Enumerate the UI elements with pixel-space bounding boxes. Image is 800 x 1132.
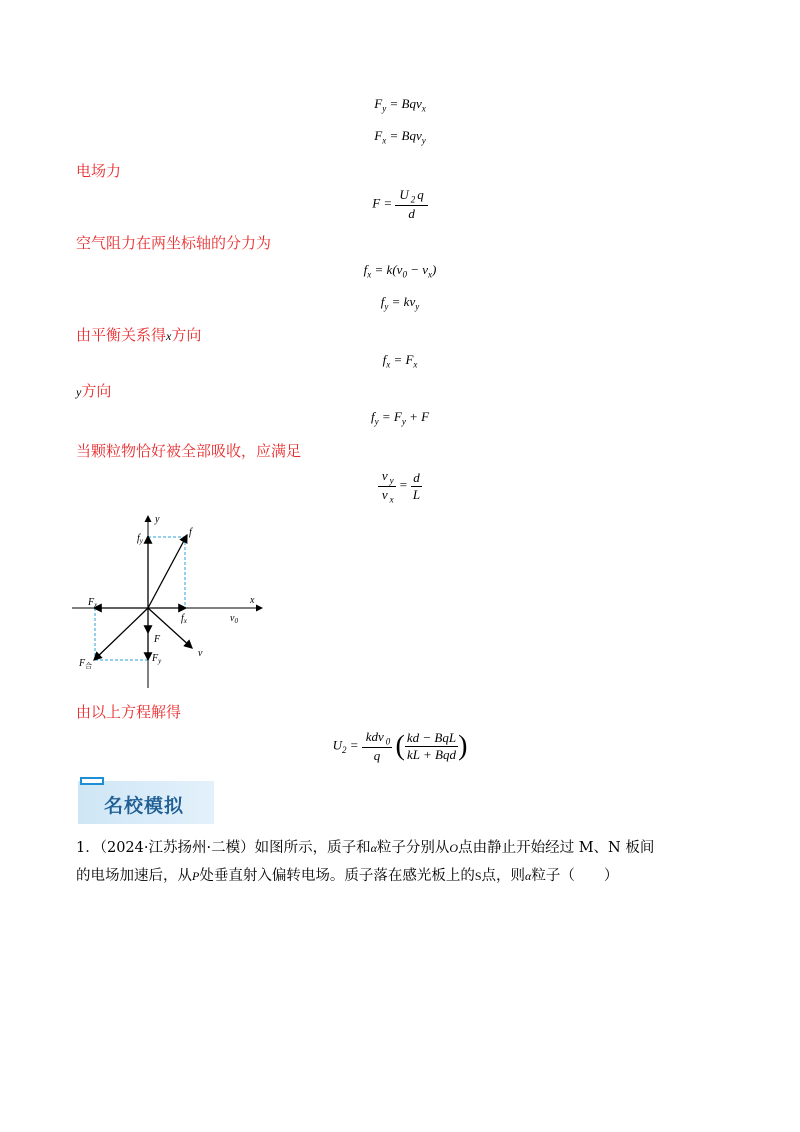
label-v: v	[198, 648, 203, 659]
section-title: 名校模拟	[104, 795, 185, 817]
label-Fx: $F_x$	[88, 597, 98, 609]
question-1: 1．（2024·江苏扬州·二模）如图所示，质子和α粒子分别从O点由静止开始经过 M、N 板间 的电场加速后，从P处垂直射入偏转电场。质子落在感光板上的S点，则α粒子（ ）	[76, 840, 655, 884]
label-absorb-condition: 当颗粒物恰好被全部吸收，应满足	[76, 442, 302, 460]
force-diagram	[70, 508, 270, 690]
label-fx: $f_x$	[181, 613, 187, 625]
label-v0: $v_0$	[230, 613, 238, 625]
label-electric-force: 电场力	[76, 162, 122, 180]
label-f: f	[189, 527, 192, 538]
label-fy: $f_y$	[137, 533, 143, 545]
label-Fhe: $F_合$	[79, 658, 93, 670]
label-air-resistance: 空气阻力在两坐标轴的分力为	[76, 234, 272, 252]
equation-balance-y: $f_y = F_y + F$	[370, 409, 430, 427]
equation-fy-lorentz: $F_y = Bqv_x$	[374, 96, 426, 114]
vector-f	[148, 535, 187, 608]
equation-velocity-ratio: $\frac{v _y}{v _x}$ = $\frac{d}{L}$	[0, 468, 800, 504]
equation-fx-lorentz: $F_x = Bqv_y$	[374, 128, 426, 146]
label-Fy: $F_y$	[152, 653, 162, 665]
equation-air-fy: $f_y = kv_y$	[380, 294, 420, 312]
equation-electric-force: F = $\frac{U _2 q}{d}$	[0, 187, 800, 222]
label-y-axis: y	[155, 514, 160, 525]
label-solution: 由以上方程解得	[76, 703, 182, 721]
banner-mark	[80, 777, 104, 785]
equation-final-result: $U_2$ = $\frac{kdv _0}{q}$ ( $\frac{\text{kd − BqL}}{\text{kL + Bqd}}$ )	[332, 729, 468, 763]
equation-balance-x: $f_x = F_x$	[382, 352, 418, 370]
vector-Fhe	[94, 608, 148, 660]
label-x-axis: x	[250, 595, 255, 606]
equation-air-fx: $f_x = k(v_0 - v_x)$	[363, 262, 437, 280]
label-balance-y: y方向	[76, 382, 112, 400]
label-balance-x: 由平衡关系得x方向	[76, 326, 202, 344]
label-F: F	[154, 634, 161, 645]
